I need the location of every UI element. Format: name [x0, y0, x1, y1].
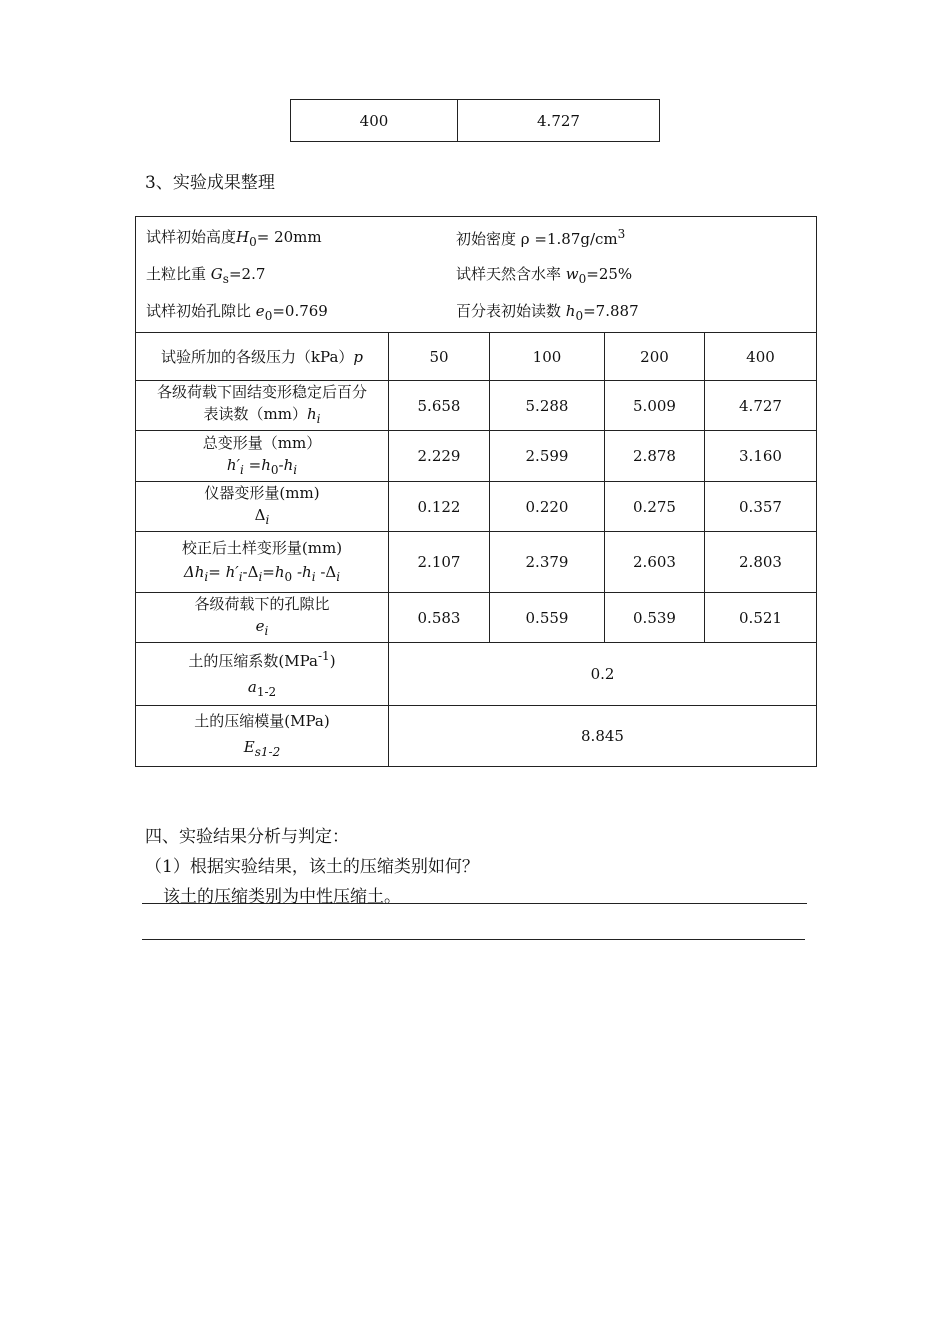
section4-heading: 四、实验结果分析与判定：: [145, 827, 349, 847]
reading-value: 5.288: [490, 381, 605, 431]
void-ratio-value: 0.521: [705, 593, 817, 643]
initial-density: 初始密度 $\rho =1.87g/cm^3$: [456, 226, 626, 248]
pressure-value: 200: [605, 333, 705, 381]
question-1: （1）根据实验结果，该土的压缩类别如何？: [145, 857, 479, 877]
pressure-value: 400: [705, 333, 817, 381]
reading-label: 各级荷载下固结变形稳定后百分 表读数$(mm)h_i$: [136, 381, 389, 431]
instrument-deformation-value: 0.122: [389, 482, 490, 532]
pressure-value: 50: [389, 333, 490, 381]
pressure-label: 试验所加的各级压力（kPa）p: [136, 333, 389, 381]
top-pressure-cell: 400: [291, 100, 458, 142]
void-ratio-row: [136, 593, 817, 643]
instrument-deformation-value: 0.220: [490, 482, 605, 532]
total-deformation-label: 总变形量（mm） $h'_i =h_0-h_i$: [136, 431, 389, 482]
initial-void-ratio: 试样初始孔隙比 $e_0=0.769$: [146, 302, 328, 323]
top-table: [290, 99, 660, 142]
compression-coefficient-value: 0.2: [389, 643, 817, 706]
compression-modulus-value: 8.845: [389, 706, 817, 767]
compression-modulus-row: [136, 706, 817, 767]
void-ratio-value: 0.583: [389, 593, 490, 643]
corrected-deformation-value: 2.603: [605, 532, 705, 593]
reading-value: 5.009: [605, 381, 705, 431]
results-table: [135, 216, 817, 767]
void-ratio-value: 0.559: [490, 593, 605, 643]
info-cell: [136, 217, 817, 333]
reading-row: [136, 381, 817, 431]
top-reading-cell: 4.727: [458, 100, 660, 142]
section3-heading: 3、实验成果整理: [145, 173, 275, 193]
reading-value: 5.658: [389, 381, 490, 431]
reading-value: 4.727: [705, 381, 817, 431]
compression-modulus-label: 土的压缩模量(MPa) $E_{s1-2}$: [136, 706, 389, 767]
info-grid: [136, 219, 816, 330]
instrument-deformation-value: 0.275: [605, 482, 705, 532]
instrument-deformation-value: 0.357: [705, 482, 817, 532]
total-deformation-value: 2.229: [389, 431, 490, 482]
water-content: 试样天然含水率 $w_0=25\%$: [456, 265, 633, 286]
initial-height: 试样初始高度$H_0= 20mm$: [146, 228, 322, 249]
void-ratio-value: 0.539: [605, 593, 705, 643]
corrected-deformation-value: 2.803: [705, 532, 817, 593]
corrected-deformation-label: 校正后土样变形量(mm) $\Delta h_i= h'_i-\Delta_i=h_0$ $-h_i$ $-\Delta_i$: [136, 532, 389, 593]
dial-initial-reading: 百分表初始读数 $h_0=7.887$: [456, 302, 639, 323]
pressure-row: [136, 333, 817, 381]
compression-coefficient-label: 土的压缩系数(MPa$^{-1}$) $a_{1-2}$: [136, 643, 389, 706]
specific-gravity: 土粒比重 $G_s=2.7$: [146, 265, 266, 286]
total-deformation-value: 2.599: [490, 431, 605, 482]
answer-underline-1: [142, 903, 807, 904]
void-ratio-label: 各级荷载下的孔隙比 $e_i$: [136, 593, 389, 643]
total-deformation-value: 3.160: [705, 431, 817, 482]
pressure-value: 100: [490, 333, 605, 381]
instrument-deformation-label: 仪器变形量(mm) $\Delta_i$: [136, 482, 389, 532]
corrected-deformation-row: [136, 532, 817, 593]
compression-coefficient-row: [136, 643, 817, 706]
answer-1: 该土的压缩类别为中性压缩土。: [163, 887, 401, 907]
corrected-deformation-value: 2.379: [490, 532, 605, 593]
total-deformation-row: [136, 431, 817, 482]
instrument-deformation-row: [136, 482, 817, 532]
corrected-deformation-value: 2.107: [389, 532, 490, 593]
answer-underline-2: [142, 939, 805, 940]
total-deformation-value: 2.878: [605, 431, 705, 482]
